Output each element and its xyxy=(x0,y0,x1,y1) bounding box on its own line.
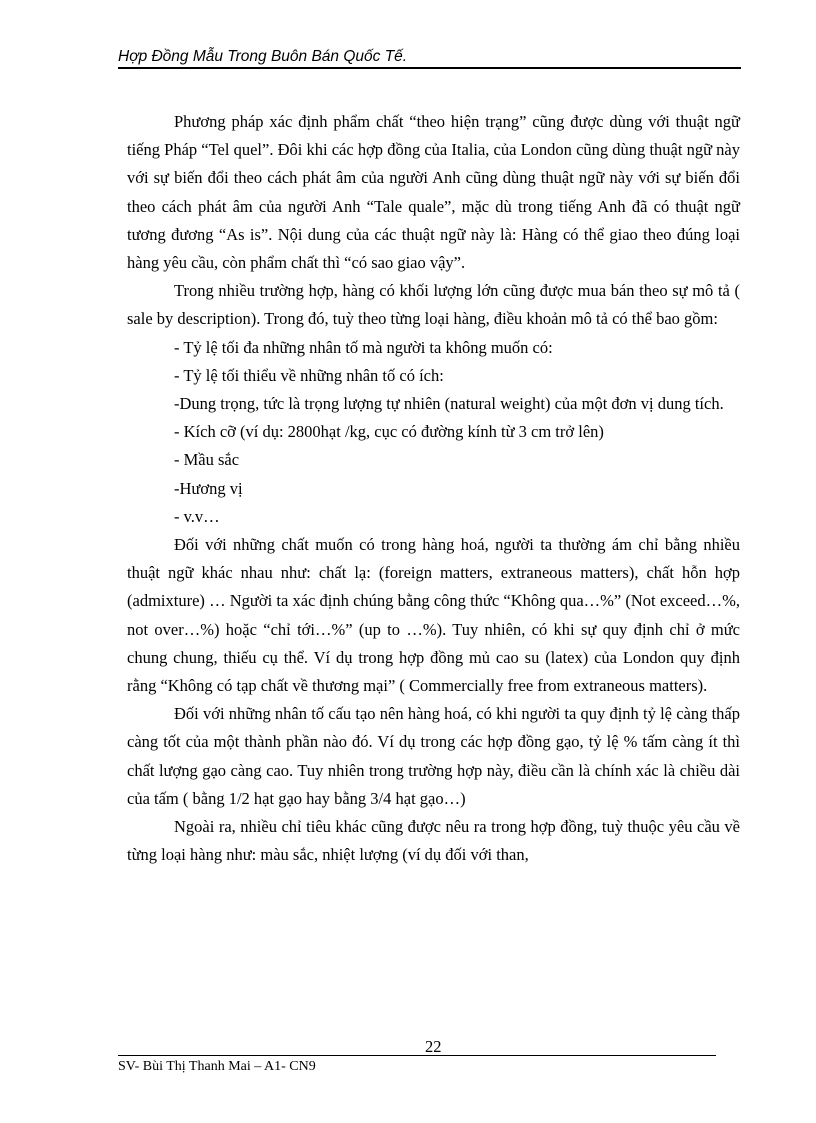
list-item: - Mầu sắc xyxy=(174,450,240,470)
footer-rule xyxy=(118,1055,716,1056)
list-item: -Hương vị xyxy=(174,478,243,498)
page-number: 22 xyxy=(425,1037,442,1056)
list-item: - Tỷ lệ tối đa những nhân tố mà người ta không muốn có: xyxy=(174,337,553,357)
footer-author: SV- Bùi Thị Thanh Mai – A1- CN9 xyxy=(118,1059,316,1074)
paragraph: Trong nhiều trường hợp, hàng có khối lượng lớn cũng được mua bán theo sự mô tả ( sale by description). Trong đó, tuỳ theo từng loại hàng, điều khoản mô tả có thể bao gồm: xyxy=(127,281,740,329)
paragraph: Đối với những nhân tố cấu tạo nên hàng hoá, có khi người ta quy định tỷ lệ càng thấp càng tốt của một thành phần nào đó. Ví dụ trong các hợp đồng gạo, tỷ lệ % tấm càng ít thì chất lượng gạo càng cao. Tuy nhiên trong trường hợp này, điều cần là chính xác là chiều dài của tấm ( bằng 1/2 hạt gạo hay bằng 3/4 hạt gạo…) xyxy=(127,704,740,808)
list-item: - Kích cỡ (ví dụ: 2800hạt /kg, cục có đường kính từ 3 cm trở lên) xyxy=(174,422,604,442)
running-header: Hợp Đồng Mẫu Trong Buôn Bán Quốc Tế. xyxy=(118,48,408,65)
list-item: - v.v… xyxy=(174,506,220,526)
paragraph: Đối với những chất muốn có trong hàng hoá, người ta thường ám chỉ bằng nhiều thuật ngữ khác nhau như: chất lạ: (foreign matters, extraneous matters), chất hỗn hợp (admixture) … Người ta xác định chúng bằng công thức “Không qua…%” (Not exceed…%, not over…%) hoặc “chỉ tới…%” (up to …%). Tuy nhiên, có khi sự quy định chỉ ở mức chung chung, thiếu cụ thể. Ví dụ trong hợp đồng mủ cao su (latex) của London quy định rằng “Không có tạp chất về thương mại” ( Commercially free from extraneous matters). xyxy=(127,535,740,696)
list-item: - Tỷ lệ tối thiểu về những nhân tố có ích: xyxy=(174,365,444,385)
list-item: -Dung trọng, tức là trọng lượng tự nhiên (natural weight) của một đơn vị dung tích. xyxy=(174,394,724,414)
document-body xyxy=(127,108,740,869)
header-rule xyxy=(118,67,741,69)
paragraph: Phương pháp xác định phẩm chất “theo hiện trạng” cũng được dùng với thuật ngữ tiếng Pháp “Tel quel”. Đôi khi các hợp đồng của Italia, của London cũng dùng thuật ngữ này với sự biến đổi theo cách phát âm của người Anh cũng dùng thuật ngữ này với sự biến đổi theo cách phát âm của người Anh “Tale quale”, mặc dù trong tiếng Anh đã có thuật ngữ tương đương “As is”. Nội dung của các thuật ngữ này là: Hàng có thể giao theo đúng loại hàng yêu cầu, còn phẩm chất thì “có sao giao vậy”. xyxy=(127,112,740,273)
paragraph: Ngoài ra, nhiều chỉ tiêu khác cũng được nêu ra trong hợp đồng, tuỳ thuộc yêu cầu về từng loại hàng như: màu sắc, nhiệt lượng (ví dụ đối với than, xyxy=(127,817,740,865)
